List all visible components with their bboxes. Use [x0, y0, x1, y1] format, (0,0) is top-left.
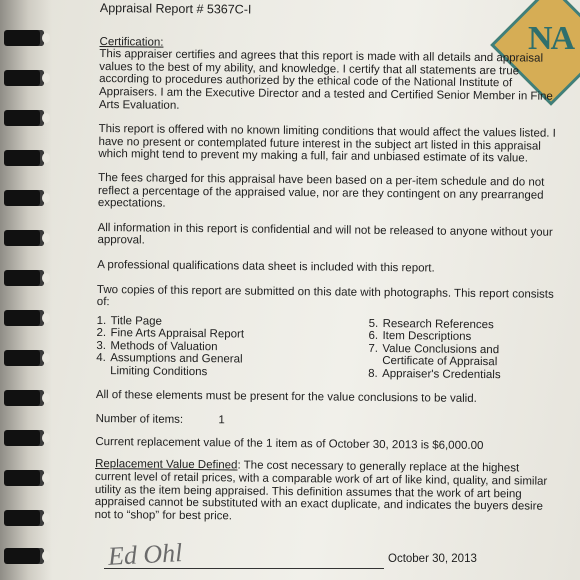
- list-item: 5. Research References: [368, 317, 494, 331]
- binding-ring: [4, 548, 44, 564]
- replacement-definition-term: Replacement Value Defined: [95, 458, 238, 472]
- qualifications-paragraph: A professional qualifications data sheet is included with this report.: [97, 258, 435, 275]
- certification-heading: Certification:: [99, 35, 164, 49]
- list-item: 7. Value Conclusions and: [368, 342, 500, 357]
- signature-date: October 30, 2013: [388, 553, 477, 565]
- binding-ring: [4, 30, 44, 46]
- number-of-items-label: Number of items:: [95, 413, 184, 427]
- certification-body: This appraiser certifies and agrees that this report is made with all details and appraisal values to the best of my ability, and knowledge. I certify that all statements are true according to procedures authorized by the ethical code of the National Institute of Appraisers. I am the Executive Director and a tested and Certified Senior Member in Fine Arts Evaluation.: [98, 48, 553, 112]
- binding-ring: [4, 70, 44, 86]
- list-item: 4. Assumptions and General: [96, 352, 243, 366]
- confidentiality-paragraph: All information in this report is confidential and will not be released to anyone without your approval.: [97, 221, 553, 247]
- binding-ring: [4, 470, 44, 486]
- list-item-continuation: Limiting Conditions: [110, 365, 208, 379]
- contents-left-column: [96, 315, 347, 381]
- binding-ring: [4, 230, 44, 246]
- list-item: 8. Appraiser's Credentials: [368, 367, 501, 382]
- binding-ring: [4, 150, 44, 166]
- binding-ring: [4, 510, 44, 526]
- contents-right-column: [368, 318, 559, 383]
- replacement-definition: [95, 458, 556, 526]
- replacement-definition-body: : The cost necessary to generally replace at the highest current level of retail prices, with a comparable work of art of like kind, quality, and similar utility as the item being appraised. This definition assumes that the work of art being appraised cannot be substituted with an exact duplicate, and indicates the buyers desire not to “shop” for best price.: [94, 459, 548, 523]
- binding-ring: [4, 110, 44, 126]
- signature: Ed Ohl: [107, 538, 184, 571]
- report-number: Appraisal Report # 5367C-I: [99, 0, 252, 17]
- signature-line: [104, 568, 384, 569]
- binding-ring: [4, 430, 44, 446]
- fees-paragraph: The fees charged for this appraisal have been based on a per-item schedule and do not reflect a percentage of the appraised value, nor are they contingent on any prearranged expectations.: [97, 171, 545, 210]
- binding-ring: [4, 190, 44, 206]
- list-item: 1. Title Page: [96, 314, 163, 328]
- binding-ring: [4, 310, 44, 326]
- number-of-items: [96, 413, 556, 430]
- report-contents-list: [96, 315, 557, 384]
- certification-section: [99, 36, 560, 116]
- binding-spine: [0, 0, 52, 580]
- binding-ring: [4, 350, 44, 366]
- list-item-continuation: Certificate of Appraisal: [382, 355, 498, 369]
- list-item: 3. Methods of Valuation: [96, 339, 218, 354]
- binding-ring: [4, 270, 44, 286]
- logo-text: NA: [528, 20, 574, 57]
- list-item: 2. Fine Arts Appraisal Report: [96, 327, 245, 341]
- report-body: [95, 0, 560, 526]
- elements-note: All of these elements must be present for the value conclusions to be valid.: [95, 388, 477, 405]
- limiting-conditions-paragraph: This report is offered with no known limiting conditions that would affect the values listed. I have no present or contemplated future interest in the subject art listed in this appraisal which might tend to prevent my making a full, fair and unbiased estimate of its value.: [98, 123, 556, 165]
- number-of-items-value: 1: [218, 414, 225, 427]
- copies-paragraph: Two copies of this report are submitted on this date with photographs. This report consists of:: [96, 283, 554, 309]
- binding-ring: [4, 390, 44, 406]
- replacement-value-statement: Current replacement value of the 1 item as of October 30, 2013 is $6,000.00: [95, 435, 484, 452]
- list-item: 6. Item Descriptions: [368, 330, 472, 344]
